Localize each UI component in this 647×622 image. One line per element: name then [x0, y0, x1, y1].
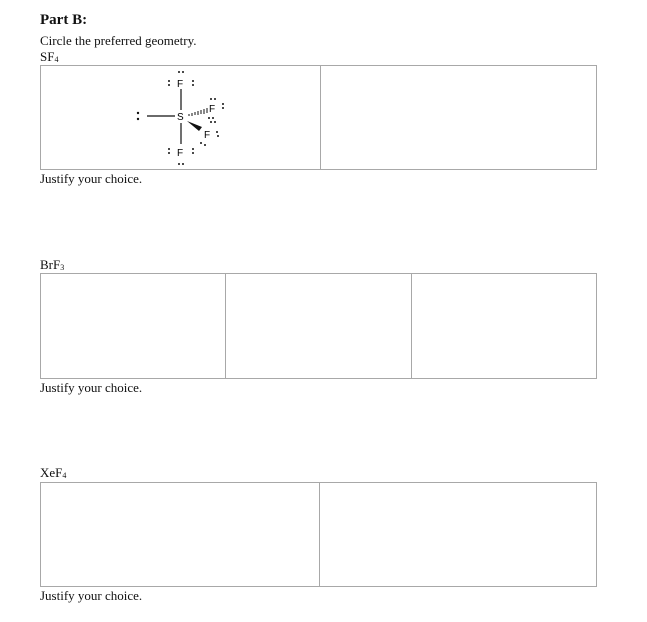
hashed-wedge-bond — [189, 108, 207, 116]
geometry-option-box[interactable] — [319, 482, 597, 587]
geometry-option-box[interactable] — [40, 273, 226, 379]
geometry-option-box[interactable] — [225, 273, 412, 379]
formula-subscript: 4 — [54, 55, 59, 64]
part-heading: Part B: — [40, 12, 88, 28]
molecule-label-sf4 — [40, 49, 58, 65]
solid-wedge-bond — [187, 121, 202, 131]
fluorine-atom: F — [177, 148, 184, 159]
geometry-option-box[interactable] — [320, 65, 597, 170]
geometry-option-box[interactable] — [40, 65, 321, 170]
sf4-seesaw-structure — [41, 66, 322, 171]
formula-prefix: BrF — [40, 257, 61, 272]
central-atom: S — [177, 112, 184, 123]
formula-subscript: 4 — [62, 471, 67, 480]
fluorine-atom: F — [177, 79, 184, 90]
geometry-option-box[interactable] — [40, 482, 320, 587]
molecule-label-xef4 — [40, 465, 66, 481]
justify-prompt: Justify your choice. — [40, 380, 143, 395]
geometry-option-box[interactable] — [411, 273, 597, 379]
instruction-text: Circle the preferred geometry. — [40, 33, 197, 48]
fluorine-atom: F — [209, 104, 216, 115]
lone-pair-dot — [137, 118, 139, 120]
lone-pair-dot — [137, 112, 139, 114]
fluorine-atom: F — [204, 130, 211, 141]
justify-prompt: Justify your choice. — [40, 171, 143, 186]
formula-subscript: 3 — [60, 263, 65, 272]
molecule-label-brf3 — [40, 257, 64, 273]
formula-prefix: XeF — [40, 465, 63, 480]
justify-prompt: Justify your choice. — [40, 588, 143, 603]
formula-prefix: SF — [40, 49, 55, 64]
